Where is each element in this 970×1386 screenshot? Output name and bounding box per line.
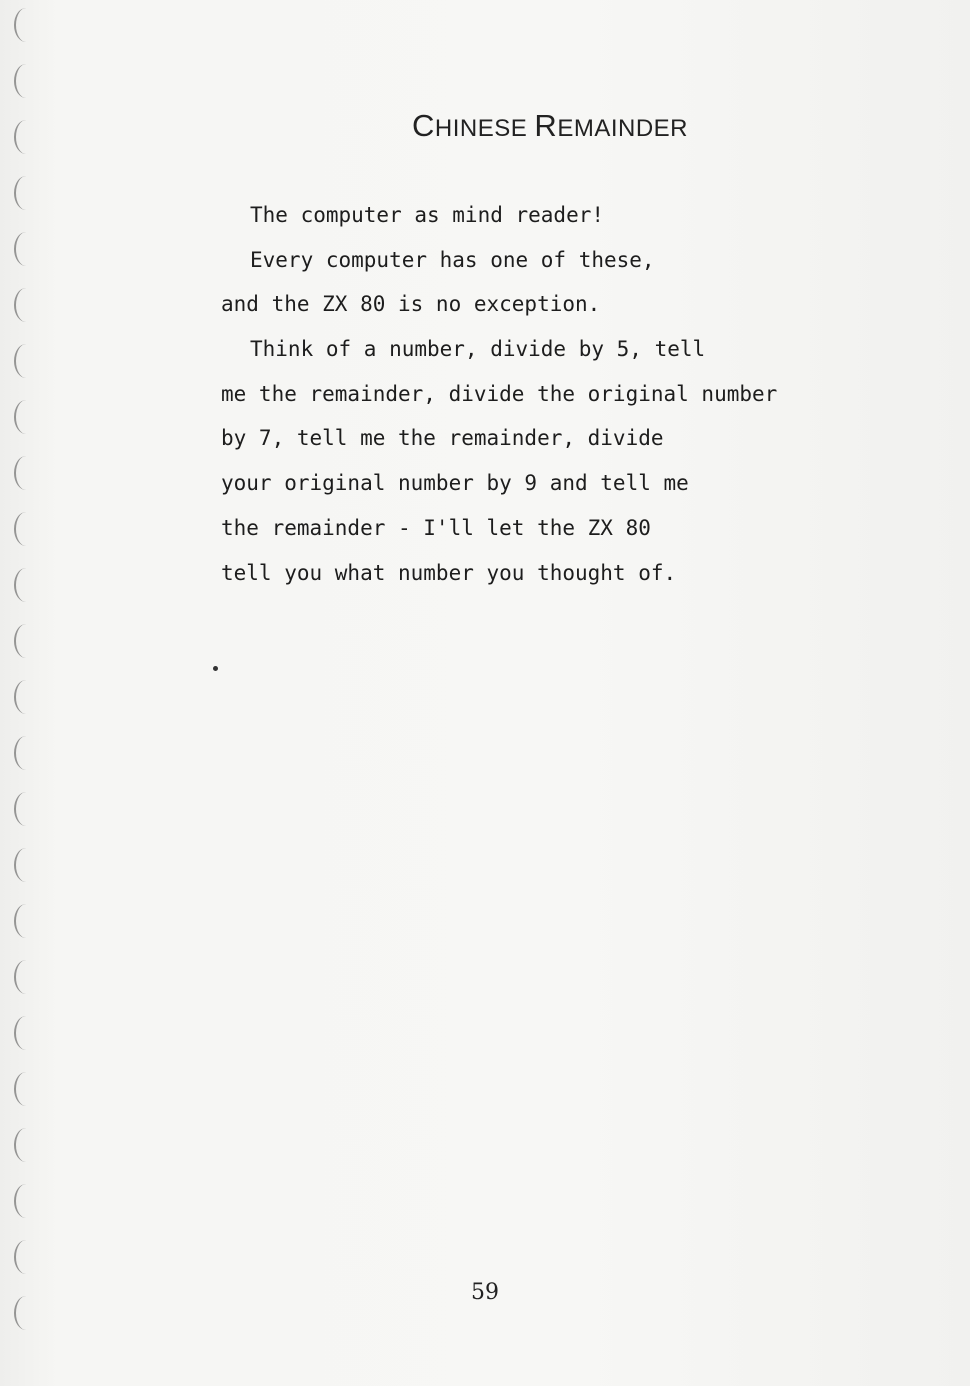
body-line: by 7, tell me the remainder, divide — [221, 426, 664, 450]
binding-hole — [14, 64, 38, 98]
body-line: Every computer has one of these, — [250, 248, 655, 272]
body-line: The computer as mind reader! — [250, 203, 605, 227]
ink-speck — [213, 666, 218, 671]
page-title: CHINESE REMAINDER — [412, 108, 688, 143]
binding-hole — [14, 344, 38, 378]
binding-hole — [14, 400, 38, 434]
binding-hole — [14, 624, 38, 658]
binding-hole — [14, 1184, 38, 1218]
binding-hole — [14, 512, 38, 546]
binding-hole — [14, 176, 38, 210]
binding-hole — [14, 848, 38, 882]
binding-hole — [14, 568, 38, 602]
binding-hole — [14, 736, 38, 770]
body-line: me the remainder, divide the original number — [221, 382, 778, 406]
binding-hole — [14, 456, 38, 490]
binding-hole — [14, 680, 38, 714]
body-line: Think of a number, divide by 5, tell — [250, 337, 706, 361]
body-line: tell you what number you thought of. — [221, 561, 677, 585]
binding-hole — [14, 1128, 38, 1162]
binding-hole — [14, 1240, 38, 1274]
binding-hole — [14, 288, 38, 322]
binding-hole — [14, 232, 38, 266]
binding-hole — [14, 792, 38, 826]
binding-hole — [14, 8, 38, 42]
binding-hole — [14, 1072, 38, 1106]
body-line: your original number by 9 and tell me — [221, 471, 689, 495]
body-line: the remainder - I'll let the ZX 80 — [221, 516, 651, 540]
binding-hole — [14, 960, 38, 994]
binding-hole — [14, 1016, 38, 1050]
body-line: and the ZX 80 is no exception. — [221, 292, 601, 316]
binding-holes — [14, 8, 44, 1378]
binding-hole — [14, 904, 38, 938]
page-number: 59 — [471, 1280, 499, 1305]
